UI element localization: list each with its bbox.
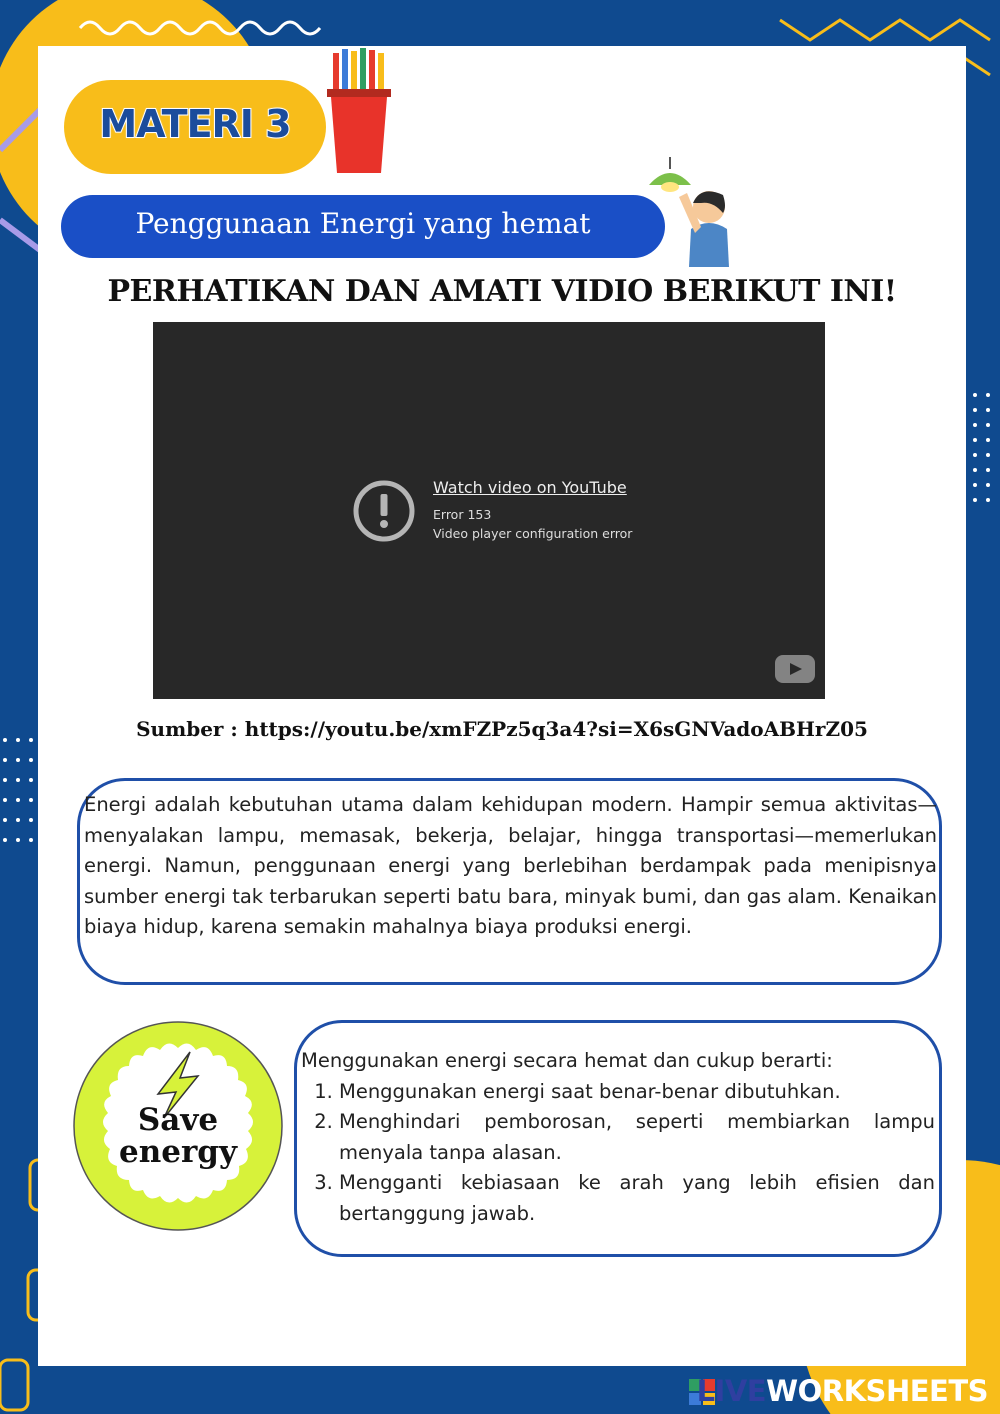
materi-badge bbox=[64, 80, 326, 174]
subtitle-banner bbox=[61, 195, 665, 258]
error-icon bbox=[351, 478, 417, 544]
intro-paragraph: Energi adalah kebutuhan utama dalam kehidupan modern. Hampir semua aktivitas—menyalakan lampu, memasak, bekerja, belajar, hingga transportasi—memerlukan energi. Namun, penggunaan energi yang berlebihan berdampak pada menipisnya sumber energi tak terbarukan seperti batu bara, minyak bumi, dan gas alam. Kenaikan biaya hidup, karena semakin mahalnya biaya produksi energi. bbox=[84, 793, 937, 938]
source-link: Sumber : https://youtu.be/xmFZPz5q3a4?si=X6sGNVadoABHrZ05 bbox=[136, 717, 868, 741]
subtitle-text: Penggunaan Energi yang hemat bbox=[135, 207, 591, 240]
save-energy-line2: energy bbox=[118, 1134, 237, 1170]
video-player[interactable] bbox=[153, 322, 825, 699]
tips-content bbox=[301, 1046, 935, 1229]
tips-list bbox=[301, 1077, 935, 1230]
watch-on-youtube-link[interactable]: Watch video on YouTube bbox=[433, 478, 627, 497]
error-code: Error 153 bbox=[433, 507, 492, 522]
list-item: 1. Menggunakan energi saat benar-benar dibutuhkan. bbox=[339, 1077, 935, 1108]
youtube-icon[interactable] bbox=[775, 655, 815, 683]
pencil-cup-icon bbox=[325, 45, 395, 175]
boy-lightbulb-icon bbox=[643, 155, 733, 270]
brand-live: LIVE bbox=[696, 1374, 767, 1408]
save-energy-text bbox=[72, 1104, 284, 1168]
list-item: 3. Mengganti kebiasaan ke arah yang lebih efisien dan bertanggung jawab. bbox=[339, 1168, 935, 1229]
error-message: Video player configuration error bbox=[433, 526, 633, 541]
instruction-heading: PERHATIKAN DAN AMATI VIDIO BERIKUT INI! bbox=[107, 274, 897, 309]
list-item: 2. Menghindari pemborosan, seperti membiarkan lampu menyala tanpa alasan. bbox=[339, 1107, 935, 1168]
tips-intro: Menggunakan energi secara hemat dan cukup berarti: bbox=[301, 1049, 833, 1072]
save-energy-line1: Save bbox=[137, 1102, 219, 1138]
liveworksheets-brand[interactable] bbox=[697, 1374, 988, 1408]
brand-worksheets: WORKSHEETS bbox=[766, 1374, 988, 1408]
materi-label: MATERI 3 bbox=[99, 102, 291, 146]
